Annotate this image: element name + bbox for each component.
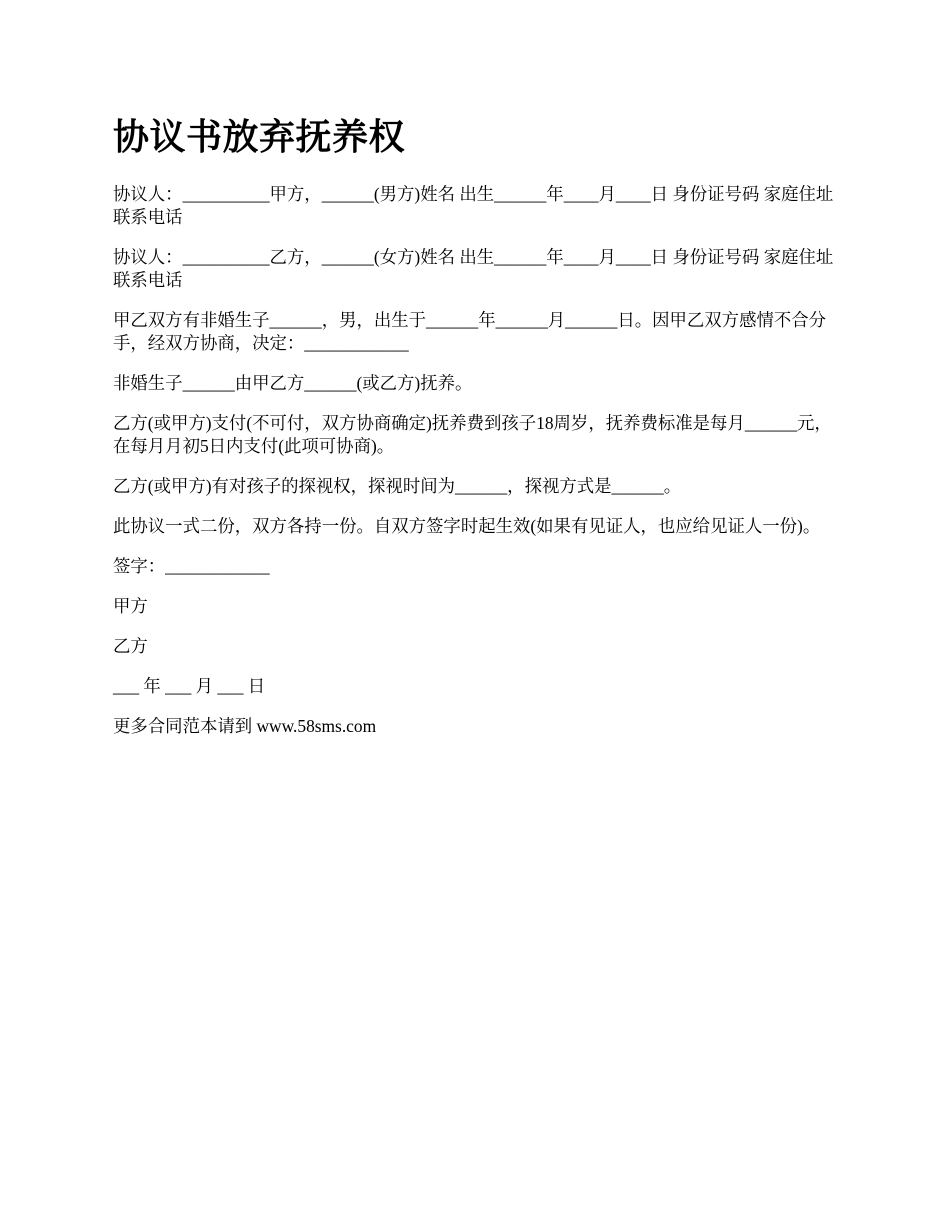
- party-a-signature-label: 甲方: [113, 596, 148, 616]
- footer-promo-text: 更多合同范本请到 www.58sms.com: [113, 716, 377, 736]
- support-payment-clause: 乙方(或甲方)支付(不可付，双方协商确定)抚养费到孩子18周岁，抚养费标准是每月______元，在每月月初5日内支付(此项可协商)。: [113, 413, 832, 456]
- document-title: 协议书放弃抚养权: [113, 117, 406, 157]
- custody-clause: 非婚生子______由甲乙方______(或乙方)抚养。: [113, 373, 473, 393]
- document-page: [113, 112, 843, 755]
- party-a-info: 协议人：__________甲方，______(男方)姓名 出生______年____月____日 身份证号码 家庭住址 联系电话: [113, 184, 834, 227]
- visitation-clause: 乙方(或甲方)有对孩子的探视权，探视时间为______，探视方式是______。: [113, 476, 682, 496]
- background-clause: 甲乙双方有非婚生子______，男，出生于______年______月______日。因甲乙双方感情不合分手，经双方协商，决定：____________: [113, 310, 827, 353]
- signature-line: 签字：____________: [113, 556, 270, 576]
- party-b-info: 协议人：__________乙方，______(女方)姓名 出生______年____月____日 身份证号码 家庭住址 联系电话: [113, 247, 834, 290]
- date-line: ___ 年 ___ 月 ___ 日: [113, 676, 266, 696]
- copies-effective-clause: 此协议一式二份，双方各持一份。自双方签字时起生效(如果有见证人，也应给见证人一份)。: [113, 516, 821, 536]
- party-b-signature-label: 乙方: [113, 636, 148, 656]
